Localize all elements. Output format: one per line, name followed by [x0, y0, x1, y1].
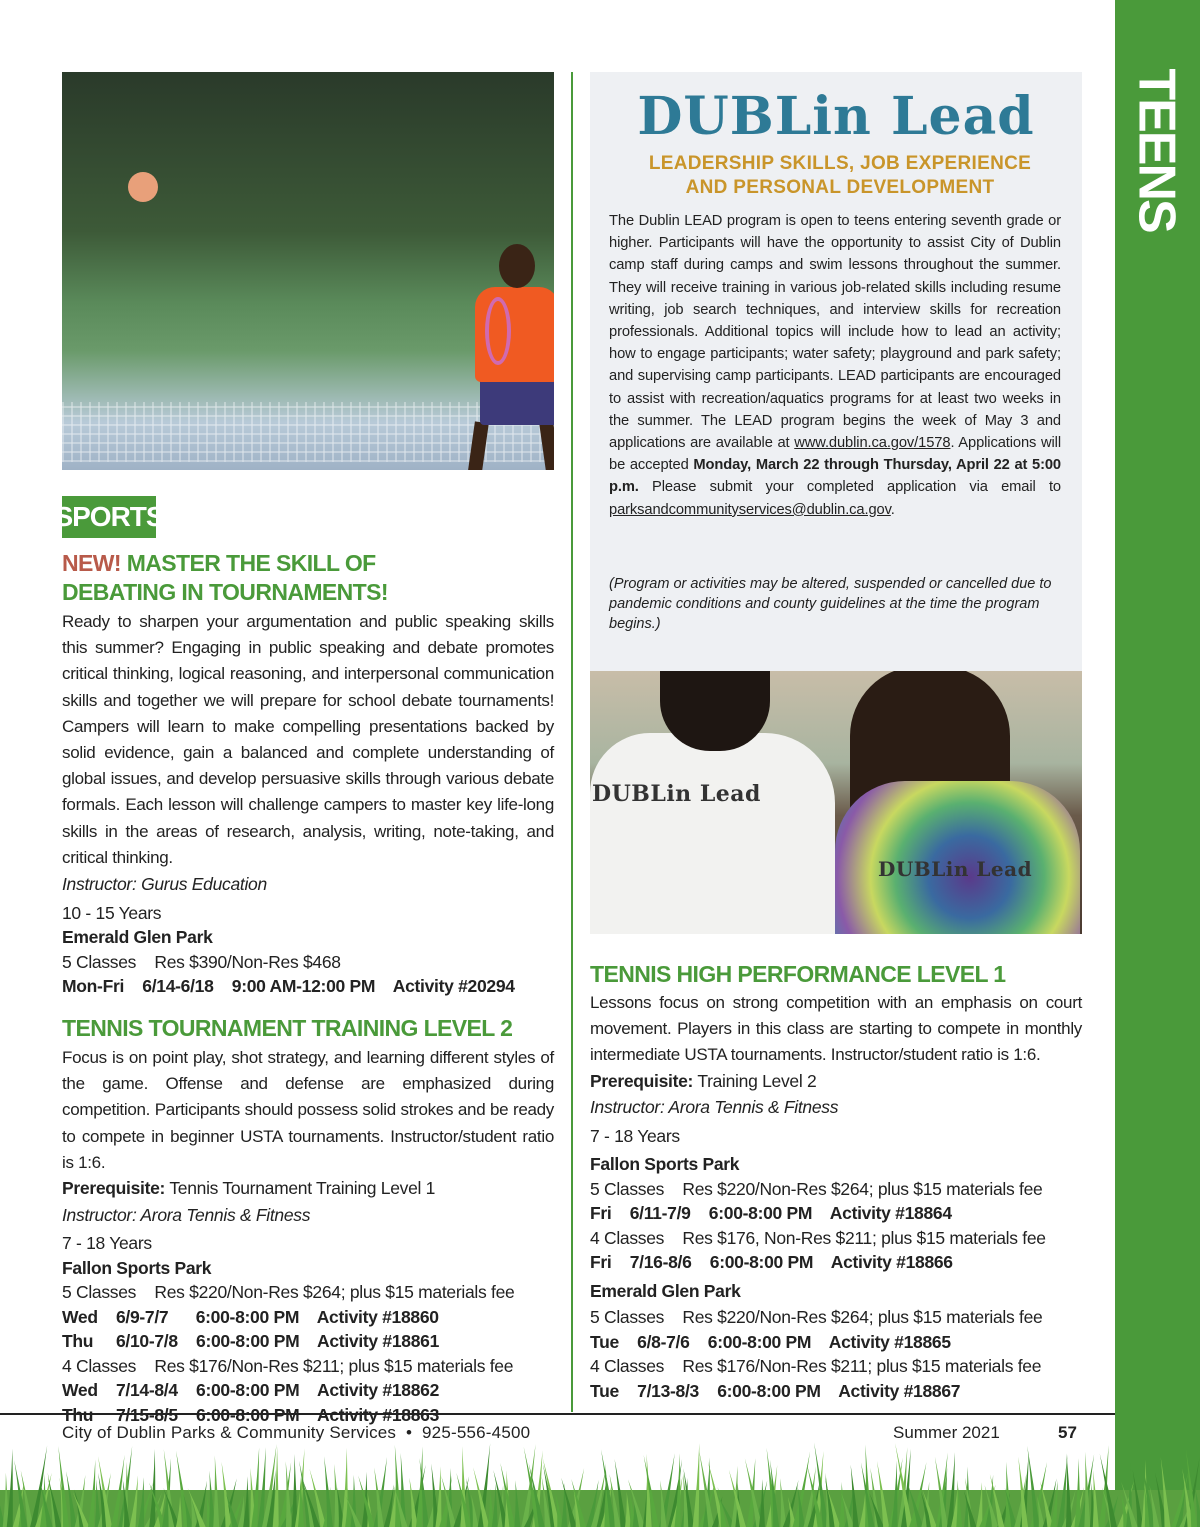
- tennis-hp-description: Lessons focus on strong competition with an emphasis on court movement. Players in this class are starting to compete in monthly intermediate USTA tournaments. Instructor/student ratio is 1:6.: [590, 993, 1082, 1065]
- debate-program: [62, 549, 554, 999]
- footer-org-name: City of Dublin Parks & Community Services: [62, 1423, 397, 1442]
- page-number: 57: [1058, 1423, 1077, 1442]
- footer-rule: [0, 1413, 1115, 1415]
- lead-after-url: . Applications will be accepted: [609, 435, 1061, 474]
- dublin-lead-logo: DUBLin Lead: [637, 86, 1035, 147]
- tennis-ttl2-location: Fallon Sports Park: [62, 1257, 212, 1278]
- teens-tab-label: TEENS: [1128, 68, 1186, 232]
- lead-dates: Monday, March 22 through Thursday, April 22 at 5:00 p.m.: [609, 457, 1061, 496]
- tennis-hp-schedule-1: Fri 6/11-7/9 6:00-8:00 PM Activity #18864: [590, 1203, 952, 1224]
- dublin-lead-subtitle: [590, 152, 1090, 200]
- prereq-value: Tennis Tournament Training Level 1: [165, 1178, 436, 1199]
- shirt-print-2: DUBLin Lead: [878, 857, 1033, 881]
- sports-section-tag: SPORTS: [62, 496, 156, 538]
- prereq-value: Training Level 2: [693, 1070, 817, 1091]
- debate-fees: 5 Classes Res $390/Non-Res $468: [62, 951, 341, 972]
- lead-body-text: The Dublin LEAD program is open to teens entering seventh grade or higher. Participants will have the opportunity to assist City of Dublin camp staff during camps and swim lessons throughout the summer. They will receive training in various job-related skills including resume writing, job search techniques, and interview skills for recreation professionals. Additional topics will include how to lead an activity; how to engage participants; water safety; playground and park safety; and supervising camp participants. LEAD participants are encouraged to assist with recreation/aquatics programs for at least two weeks in the summer. The LEAD program begins the week of May 3 and applications are available at: [609, 213, 1061, 452]
- footer-phone: 925-556-4500: [422, 1423, 531, 1442]
- tennis-ttl2-title: TENNIS TOURNAMENT TRAINING LEVEL 2: [62, 1015, 513, 1041]
- debate-ages: 10 - 15 Years: [62, 902, 162, 923]
- dublin-lead-note: (Program or activities may be altered, suspended or cancelled due to pandemic conditions and county guidelines at the time the program begins.): [609, 576, 1052, 632]
- tennis-ttl2-ages: 7 - 18 Years: [62, 1233, 152, 1254]
- debate-title-text: MASTER THE SKILL OF DEBATING IN TOURNAMENTS!: [62, 550, 388, 605]
- footer-bullet: •: [406, 1423, 413, 1442]
- tennis-ttl2-schedule-2: Thu 6/10-7/8 6:00-8:00 PM Activity #18861: [62, 1331, 440, 1352]
- prereq-label: Prerequisite:: [62, 1178, 166, 1199]
- tennis-ttl2-program: [62, 1014, 554, 1427]
- dublin-lead-teens-photo: [590, 671, 1082, 934]
- tennis-hp-program: [590, 960, 1082, 1403]
- left-column: [62, 72, 554, 470]
- debate-location: Emerald Glen Park: [62, 927, 213, 948]
- tennis-hp-prereq: [590, 1069, 1082, 1094]
- teens-tab-label-wrap: [1097, 68, 1200, 232]
- debate-instructor: Instructor: Gurus Education: [62, 874, 267, 895]
- debate-description: Ready to sharpen your argumentation and public speaking skills this summer? Engaging in public speaking and debate promotes critical thinking, logical reasoning, and interpersonal communication skills and together we will prepare for school debate tournaments! Campers will learn to make compelling presentations backed by solid evidence, gain a balanced and complete understanding of global issues, and develop persuasive skills through various debate formals. Each lesson will challenge campers to master key life-long skills in the areas of research, analysis, writing, note-taking, and critical thinking.: [62, 612, 554, 867]
- player-head: [499, 244, 535, 288]
- tennis-ttl2-prereq: [62, 1176, 554, 1201]
- lead-submit-text: Please submit your completed application via email to: [638, 479, 1061, 496]
- tennis-racket-graphic: [485, 297, 511, 365]
- lead-url-link[interactable]: www.dublin.ca.gov/1578: [794, 435, 951, 452]
- tennis-hp-ages: 7 - 18 Years: [590, 1125, 680, 1146]
- lead-email-end: .: [890, 501, 895, 518]
- tennis-player-photo: [62, 72, 554, 470]
- tennis-hp-fees-4: 4 Classes Res $176/Non-Res $211; plus $15 materials fee: [590, 1356, 1042, 1377]
- tennis-hp-title: TENNIS HIGH PERFORMANCE LEVEL 1: [590, 961, 1006, 987]
- tennis-ball-graphic: [128, 172, 158, 202]
- tennis-hp-fees-1: 5 Classes Res $220/Non-Res $264; plus $15 materials fee: [590, 1178, 1043, 1199]
- tennis-ttl2-fees-1: 5 Classes Res $220/Non-Res $264; plus $15 materials fee: [62, 1282, 515, 1303]
- dublin-lead-description: [609, 210, 1061, 521]
- tennis-ttl2-fees-2: 4 Classes Res $176/Non-Res $211; plus $15 materials fee: [62, 1355, 514, 1376]
- shirt-print-1: DUBLin Lead: [592, 781, 761, 807]
- tennis-ttl2-schedule-3: Wed 7/14-8/4 6:00-8:00 PM Activity #18862: [62, 1380, 439, 1401]
- tennis-hp-schedule-2: Fri 7/16-8/6 6:00-8:00 PM Activity #18866: [590, 1252, 953, 1273]
- new-label: NEW!: [62, 550, 121, 576]
- tennis-hp-instructor: Instructor: Arora Tennis & Fitness: [590, 1097, 839, 1118]
- tennis-ttl2-description: Focus is on point play, shot strategy, and learning different styles of the game. Offense and defense are emphasized during competition. Participants should possess solid strokes and be ready to compete in beginner USTA tournaments. Instructor/student ratio is 1:6.: [62, 1048, 554, 1172]
- tennis-hp-schedule-4: Tue 7/13-8/3 6:00-8:00 PM Activity #18867: [590, 1380, 961, 1401]
- tennis-hp-fees-2: 4 Classes Res $176, Non-Res $211; plus $15 materials fee: [590, 1227, 1046, 1248]
- tennis-ttl2-schedule-1: Wed 6/9-7/7 6:00-8:00 PM Activity #18860: [62, 1306, 439, 1327]
- player-shorts: [480, 377, 554, 425]
- column-divider: [571, 72, 573, 1412]
- tennis-hp-schedule-3: Tue 6/8-7/6 6:00-8:00 PM Activity #18865: [590, 1331, 951, 1352]
- tennis-ttl2-instructor: Instructor: Arora Tennis & Fitness: [62, 1204, 311, 1225]
- footer-season: Summer 2021: [893, 1423, 1000, 1442]
- prereq-label: Prerequisite:: [590, 1070, 694, 1091]
- tennis-hp-location-2: Emerald Glen Park: [590, 1280, 741, 1301]
- debate-schedule: Mon-Fri 6/14-6/18 9:00 AM-12:00 PM Activity #20294: [62, 976, 515, 997]
- lead-email-link[interactable]: parksandcommunityservices@dublin.ca.gov: [609, 501, 891, 518]
- player-leg-right: [539, 421, 554, 470]
- tennis-hp-fees-3: 5 Classes Res $220/Non-Res $264; plus $15 materials fee: [590, 1307, 1043, 1328]
- debate-title: [62, 549, 462, 607]
- grass-decoration: [0, 1440, 1200, 1527]
- white-shirt: [590, 733, 835, 934]
- subtitle-line-1: LEADERSHIP SKILLS, JOB EXPERIENCE: [648, 153, 1032, 174]
- subtitle-line-2: AND PERSONAL DEVELOPMENT: [685, 177, 995, 198]
- tennis-hp-location-1: Fallon Sports Park: [590, 1154, 740, 1175]
